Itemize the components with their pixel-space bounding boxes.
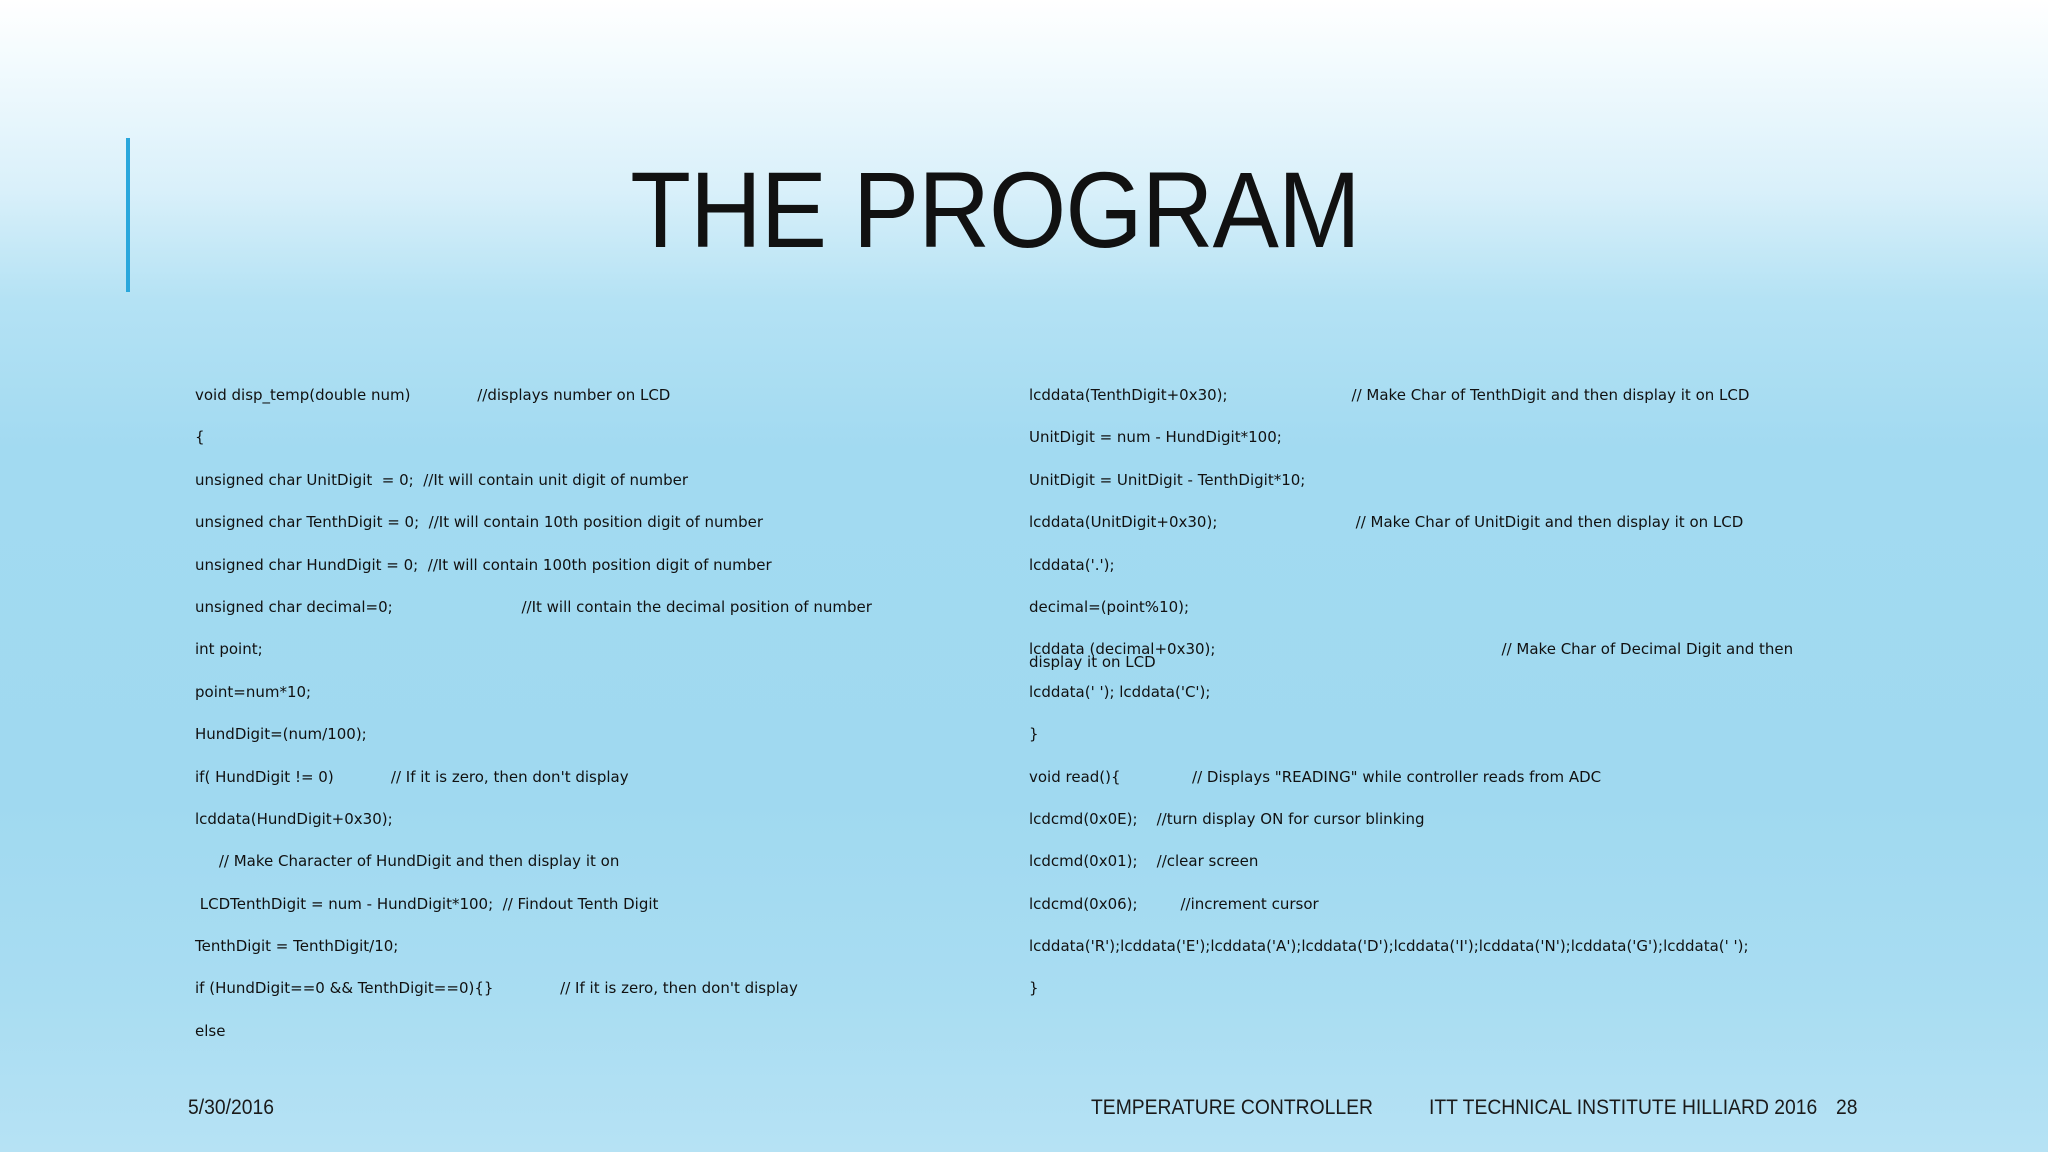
code-column-right [1029, 381, 1829, 1017]
code-line: UnitDigit = num - HundDigit*100; [1029, 428, 1282, 447]
code-line: decimal=(point%10); [1029, 597, 1190, 616]
code-line: void read(){ // Displays "READING" while controller reads from ADC [1029, 767, 1602, 786]
code-line: int point; [195, 640, 263, 659]
code-line: } [1029, 979, 1039, 998]
code-line: lcdcmd(0x0E); //turn display ON for cursor blinking [1029, 809, 1425, 828]
code-line: lcddata(UnitDigit+0x30); // Make Char of UnitDigit and then display it on LCD [1029, 513, 1744, 532]
code-line: unsigned char TenthDigit = 0; //It will contain 10th position digit of number [195, 513, 764, 532]
code-line: lcddata('R');lcddata('E');lcddata('A');lcddata('D');lcddata('I');lcddata('N');lcddata('G');lcddata(' '); [1029, 937, 1749, 956]
code-line: LCDTenthDigit = num - HundDigit*100; // Findout Tenth Digit [195, 894, 659, 913]
code-line: } [1029, 725, 1039, 744]
code-line: // Make Character of HundDigit and then display it on [195, 852, 620, 871]
footer-date: 5/30/2016 [188, 1096, 274, 1119]
code-column-left [195, 381, 995, 1059]
footer-topic: TEMPERATURE CONTROLLER [1091, 1096, 1373, 1119]
code-line: HundDigit=(num/100); [195, 725, 367, 744]
code-line: unsigned char UnitDigit = 0; //It will contain unit digit of number [195, 470, 689, 489]
code-line: if( HundDigit != 0) // If it is zero, then don't display [195, 767, 629, 786]
code-line: unsigned char HundDigit = 0; //It will contain 100th position digit of number [195, 555, 772, 574]
code-line: UnitDigit = UnitDigit - TenthDigit*10; [1029, 470, 1306, 489]
code-line: lcddata('.'); [1029, 555, 1115, 574]
code-line: else [195, 1021, 226, 1040]
slide-title: THE PROGRAM [630, 149, 1360, 270]
code-line: point=num*10; [195, 682, 312, 701]
code-line: TenthDigit = TenthDigit/10; [195, 937, 399, 956]
code-line: lcdcmd(0x01); //clear screen [1029, 852, 1259, 871]
code-line: lcddata(HundDigit+0x30); [195, 809, 393, 828]
code-line: lcddata(' '); lcddata('C'); [1029, 682, 1211, 701]
code-line: lcddata (decimal+0x30); // Make Char of Decimal Digit and then display it on LCD [1029, 640, 1798, 672]
title-accent-bar [126, 138, 130, 292]
footer-school: ITT TECHNICAL INSTITUTE HILLIARD 2016 [1429, 1096, 1818, 1119]
code-line: if (HundDigit==0 && TenthDigit==0){} // If it is zero, then don't display [195, 979, 798, 998]
code-line: { [195, 428, 205, 447]
code-line: unsigned char decimal=0; //It will contain the decimal position of number [195, 597, 872, 616]
code-line: lcdcmd(0x06); //increment cursor [1029, 894, 1319, 913]
slide-number: 28 [1836, 1096, 1858, 1119]
code-line: lcddata(TenthDigit+0x30); // Make Char of TenthDigit and then display it on LCD [1029, 386, 1750, 404]
code-line: void disp_temp(double num) //displays number on LCD [195, 386, 671, 404]
